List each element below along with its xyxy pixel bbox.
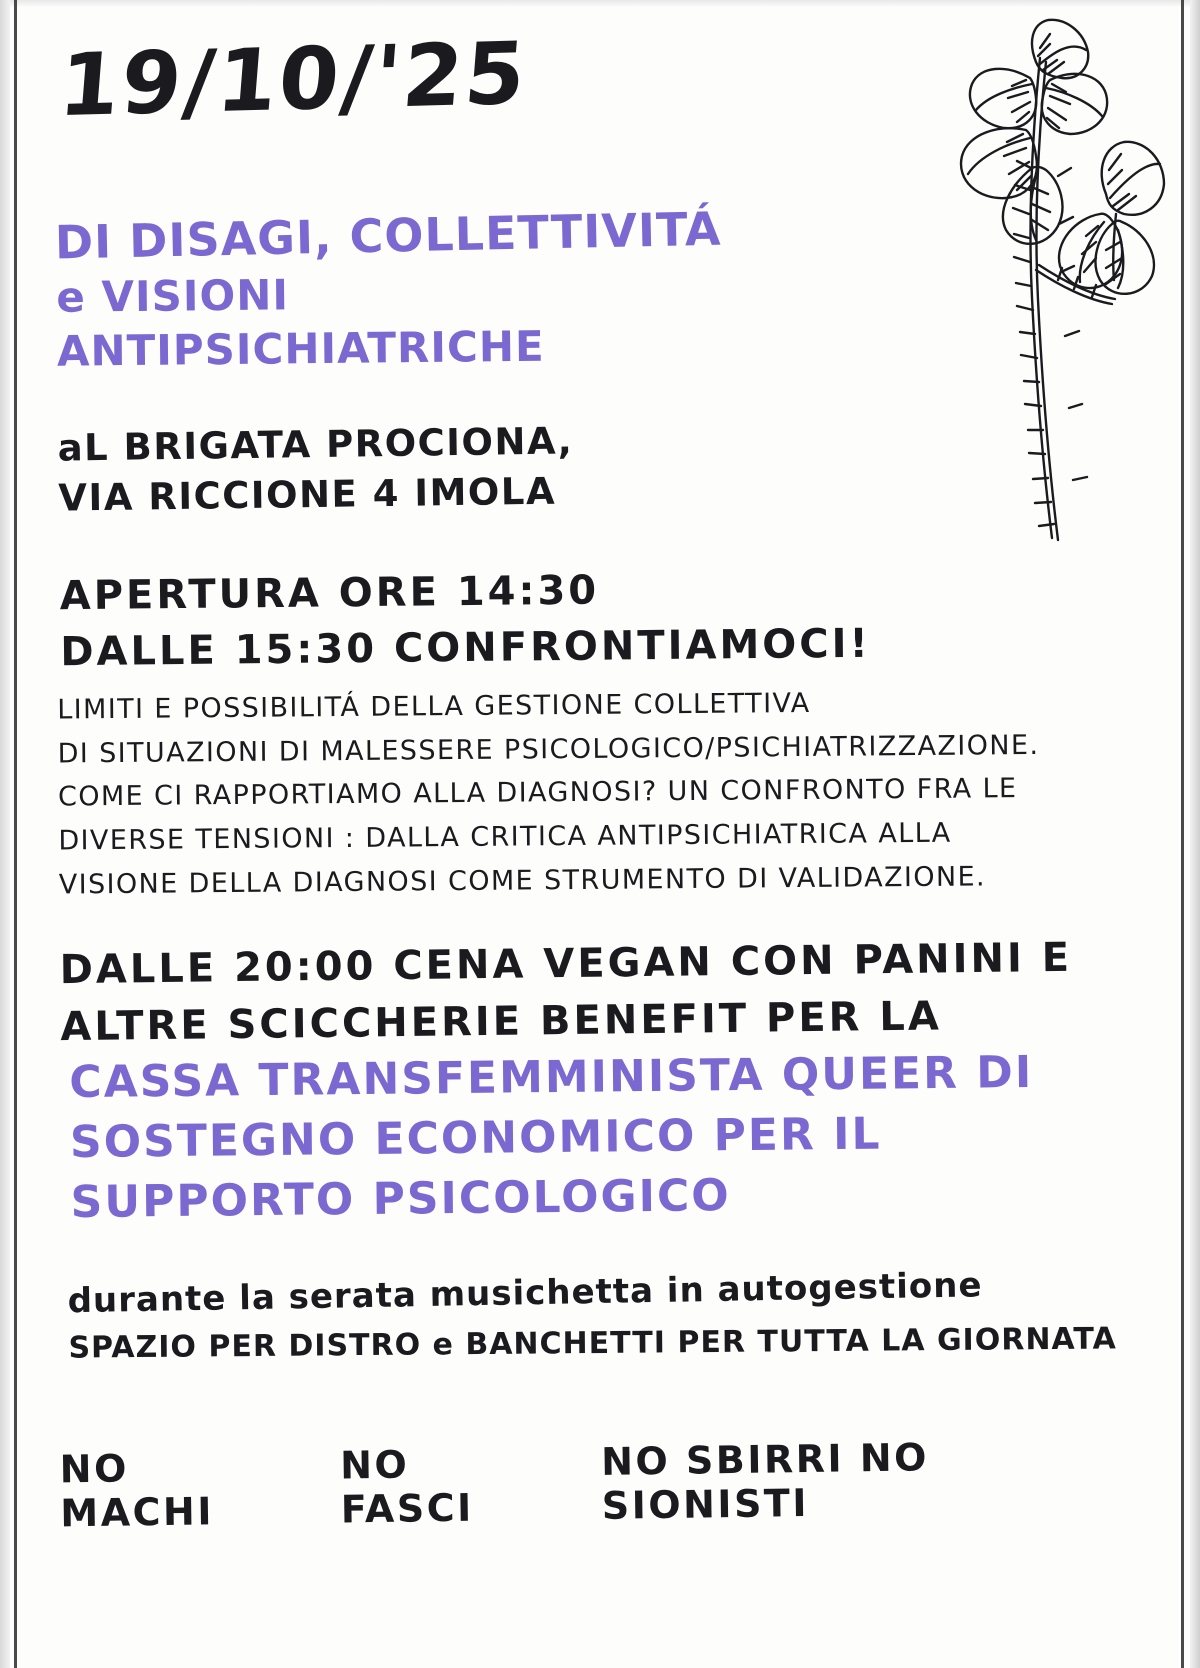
dinner-block xyxy=(59,930,1073,1056)
description-line-4: DIVERSE TENSIONI : DALLA CRITICA ANTIPSICHIATRICA ALLA xyxy=(58,817,952,857)
slogan-1: NO MACHI xyxy=(59,1446,215,1536)
description-line-3: COME CI RAPPORTIAMO ALLA DIAGNOSI? UN CONFRONTO FRA LE xyxy=(57,773,1018,813)
evening-line-1: durante la serata musichetta in autogestione xyxy=(67,1265,983,1322)
description-line-5: VISIONE DELLA DIAGNOSI COME STRUMENTO DI VALIDAZIONE. xyxy=(58,861,987,901)
evening-line-2: SPAZIO PER DISTRO e BANCHETTI PER TUTTA LA GIORNATA xyxy=(68,1321,1117,1366)
paper-sheet xyxy=(20,8,1178,1668)
title-line-1: DI DISAGI, COLLETTIVITÁ xyxy=(54,201,723,270)
fundraiser-line-1: CASSA TRANSFEMMINISTA QUEER DI xyxy=(69,1046,1034,1109)
scan-left-edge xyxy=(0,0,10,1668)
page-title xyxy=(54,198,777,381)
schedule-block xyxy=(59,560,871,680)
page-border-left xyxy=(14,0,17,1668)
scan-right-edge xyxy=(1190,0,1200,1668)
rose-branch-drawing-icon xyxy=(740,18,1170,578)
fundraiser-block xyxy=(69,1043,1035,1233)
venue-line-1: aL BRIGATA PROCIONA, xyxy=(57,419,574,470)
page-border-right xyxy=(1181,0,1184,1668)
evening-block xyxy=(67,1261,1128,1374)
venue-block xyxy=(57,416,574,523)
slogans-block xyxy=(59,1433,1120,1536)
description-line-1: LIMITI E POSSIBILITÁ DELLA GESTIONE COLLETTIVA xyxy=(57,687,811,726)
venue-line-2: VIA RICCIONE 4 IMOLA xyxy=(58,469,557,520)
title-line-2: e VISIONI ANTIPSICHIATRICHE xyxy=(56,270,545,376)
event-date: 19/10/'25 xyxy=(55,23,531,137)
fundraiser-line-2: SOSTEGNO ECONOMICO PER IL xyxy=(69,1108,882,1168)
description-block xyxy=(57,680,1089,908)
dinner-line-1: DALLE 20:00 CENA VEGAN CON PANINI E xyxy=(59,934,1073,994)
description-line-2: DI SITUAZIONI DI MALESSERE PSICOLOGICO/PSICHIATRIZZAZIONE. xyxy=(57,729,1040,770)
slogan-3: NO SBIRRI NO SIONISTI xyxy=(600,1435,930,1528)
opening-time: APERTURA ORE 14:30 xyxy=(59,567,600,620)
discussion-time: DALLE 15:30 CONFRONTIAMOCI! xyxy=(60,620,872,676)
dinner-line-2: ALTRE SCICCHERIE BENEFIT PER LA xyxy=(60,993,943,1050)
fundraiser-line-3: SUPPORTO PSICOLOGICO xyxy=(70,1169,731,1228)
scan-top-edge xyxy=(0,0,1200,8)
slogan-2: NO FASCI xyxy=(339,1442,474,1532)
